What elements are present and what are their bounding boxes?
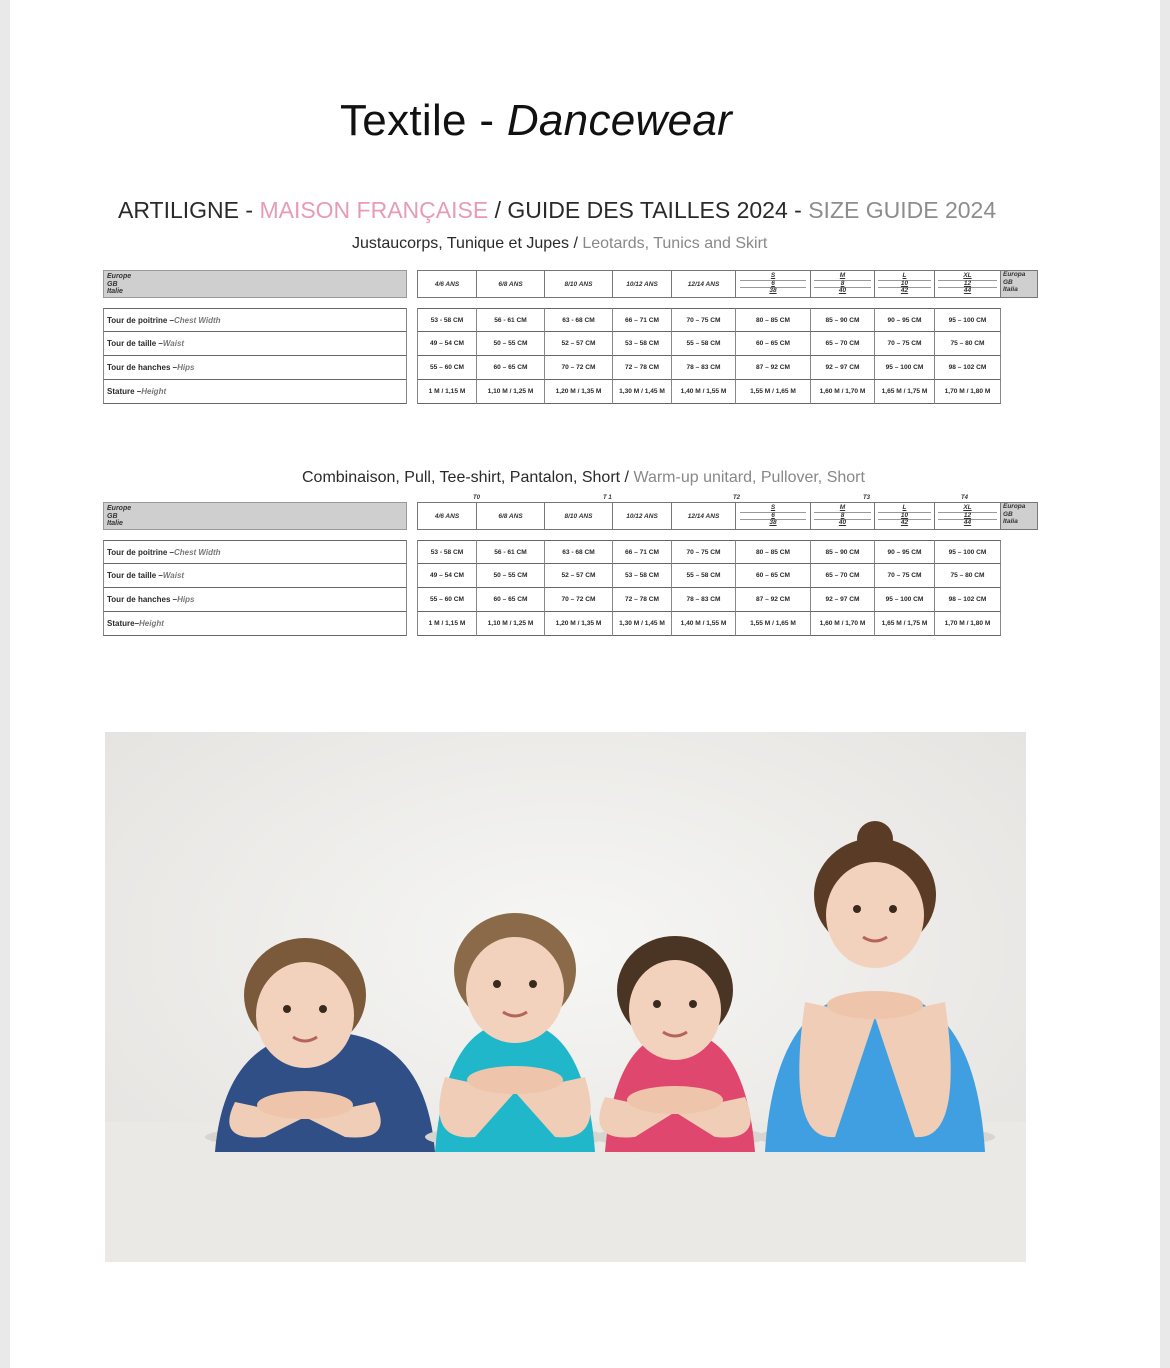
eye-left bbox=[283, 1005, 291, 1013]
measure-en: Hips bbox=[177, 595, 195, 604]
size-header-adult bbox=[935, 270, 1001, 298]
brand-name: ARTILIGNE - bbox=[118, 197, 260, 223]
eye-right bbox=[889, 905, 897, 913]
measure-value: 1,30 M / 1,45 M bbox=[613, 380, 672, 404]
measure-value: 60 – 65 CM bbox=[736, 332, 811, 356]
measure-value: 90 – 95 CM bbox=[875, 540, 935, 564]
size-header: 6/8 ANS bbox=[477, 502, 545, 530]
measure-value: 70 – 72 CM bbox=[545, 356, 613, 380]
size-group-label: T4 bbox=[961, 495, 969, 501]
size-header: 10/12 ANS bbox=[613, 270, 672, 298]
hands bbox=[257, 1091, 353, 1119]
size-header-adult bbox=[935, 502, 1001, 530]
measure-value: 75 – 80 CM bbox=[935, 564, 1001, 588]
size-code: 44 bbox=[938, 519, 997, 527]
guide-des-tailles: / GUIDE DES TAILLES 2024 - bbox=[488, 197, 809, 223]
measure-value: 49 – 54 CM bbox=[417, 564, 477, 588]
size-header: 6/8 ANS bbox=[477, 270, 545, 298]
face bbox=[629, 960, 721, 1060]
measure-value: 87 – 92 CM bbox=[736, 588, 811, 612]
measure-value: 98 – 102 CM bbox=[935, 588, 1001, 612]
measure-value: 52 – 57 CM bbox=[545, 332, 613, 356]
hands bbox=[467, 1066, 563, 1094]
measure-value: 1,65 M / 1,75 M bbox=[875, 612, 935, 636]
size-group-label: T2 bbox=[733, 495, 741, 501]
size-code: 8 bbox=[814, 280, 871, 288]
measure-value: 66 – 71 CM bbox=[613, 540, 672, 564]
size-header: 12/14 ANS bbox=[672, 270, 736, 298]
measure-value: 1,30 M / 1,45 M bbox=[613, 612, 672, 636]
eye-right bbox=[319, 1005, 327, 1013]
size-code: 10 bbox=[878, 280, 931, 288]
table-2-subtitle: Combinaison, Pull, Tee-shirt, Pantalon, Short / Warm-up unitard, Pullover, Short bbox=[302, 469, 865, 486]
measure-value: 50 – 55 CM bbox=[477, 332, 545, 356]
measure-label bbox=[103, 540, 407, 564]
size-table-leotards bbox=[103, 268, 1033, 396]
measure-value: 95 – 100 CM bbox=[875, 588, 935, 612]
size-header-adult bbox=[875, 502, 935, 530]
size-code: L bbox=[902, 271, 907, 279]
size-code: L bbox=[902, 503, 907, 511]
size-header-adult bbox=[875, 270, 935, 298]
measure-value: 1,55 M / 1,65 M bbox=[736, 380, 811, 404]
size-header-adult bbox=[736, 502, 811, 530]
measure-value: 98 – 102 CM bbox=[935, 356, 1001, 380]
measure-value: 56 - 61 CM bbox=[477, 540, 545, 564]
header-band bbox=[103, 270, 407, 298]
size-group-label: T0 bbox=[473, 495, 481, 501]
measure-fr: Tour de taille – bbox=[107, 571, 163, 580]
measure-value: 55 – 60 CM bbox=[417, 356, 477, 380]
size-code: 38 bbox=[740, 287, 807, 295]
eye-right bbox=[689, 1000, 697, 1008]
measure-label bbox=[103, 612, 407, 636]
measure-en: Height bbox=[139, 619, 164, 628]
header-band bbox=[103, 502, 407, 530]
size-code: 6 bbox=[740, 280, 807, 288]
measure-value: 56 - 61 CM bbox=[477, 308, 545, 332]
measure-value: 85 – 90 CM bbox=[811, 540, 875, 564]
country-labels-right bbox=[1001, 502, 1038, 530]
country-label: GB bbox=[1003, 278, 1013, 286]
measure-fr: Tour de poitrine – bbox=[107, 547, 174, 557]
size-code: M bbox=[839, 503, 846, 511]
measure-value: 1,70 M / 1,80 M bbox=[935, 380, 1001, 404]
country-label: Europa bbox=[1003, 271, 1026, 278]
size-code: 40 bbox=[814, 519, 871, 527]
document-page bbox=[10, 0, 1160, 1368]
measure-label bbox=[103, 356, 407, 380]
measure-value: 53 – 58 CM bbox=[613, 332, 672, 356]
measure-value: 1 M / 1,15 M bbox=[417, 612, 477, 636]
measure-fr: Tour de hanches – bbox=[107, 595, 178, 604]
measure-value: 1,20 M / 1,35 M bbox=[545, 612, 613, 636]
measure-value: 53 - 58 CM bbox=[417, 308, 477, 332]
size-group-line bbox=[417, 502, 1001, 503]
country-label: Europa bbox=[1003, 503, 1026, 510]
measure-value: 55 – 60 CM bbox=[417, 588, 477, 612]
country-labels-right bbox=[1001, 270, 1038, 298]
measure-value: 60 – 65 CM bbox=[736, 564, 811, 588]
measure-value: 75 – 80 CM bbox=[935, 332, 1001, 356]
size-code: S bbox=[770, 503, 776, 511]
size-code: 12 bbox=[938, 512, 997, 520]
measure-value: 63 - 68 CM bbox=[545, 540, 613, 564]
document-title: Textile - Dancewear bbox=[340, 96, 733, 145]
country-label: Europe bbox=[107, 273, 132, 280]
country-label: GB bbox=[107, 512, 118, 520]
measure-value: 1,55 M / 1,65 M bbox=[736, 612, 811, 636]
measure-value: 55 – 58 CM bbox=[672, 564, 736, 588]
size-code: S bbox=[770, 271, 776, 279]
measure-value: 50 – 55 CM bbox=[477, 564, 545, 588]
country-label: Italia bbox=[1003, 286, 1018, 293]
hands bbox=[827, 991, 923, 1019]
eye-left bbox=[853, 905, 861, 913]
table-header bbox=[103, 268, 1033, 299]
measure-value: 95 – 100 CM bbox=[935, 540, 1001, 564]
measure-en: Height bbox=[141, 387, 167, 396]
measure-value: 60 – 65 CM bbox=[477, 588, 545, 612]
measure-value: 1,10 M / 1,25 M bbox=[477, 612, 545, 636]
measure-fr: Tour de hanches – bbox=[107, 363, 178, 372]
measure-value: 63 - 68 CM bbox=[545, 308, 613, 332]
measure-value: 95 – 100 CM bbox=[935, 308, 1001, 332]
measure-en: Hips bbox=[177, 363, 195, 372]
country-label: Europe bbox=[107, 505, 132, 512]
maison-francaise: MAISON FRANÇAISE bbox=[259, 197, 489, 223]
size-code: XL bbox=[963, 271, 972, 279]
measure-value: 1,20 M / 1,35 M bbox=[545, 380, 613, 404]
country-labels bbox=[107, 505, 131, 528]
size-header: 4/6 ANS bbox=[417, 502, 477, 530]
hands bbox=[627, 1086, 723, 1114]
country-label: Italia bbox=[1003, 518, 1018, 525]
size-code: 6 bbox=[740, 512, 807, 520]
measure-label bbox=[103, 588, 407, 612]
measure-value: 70 – 75 CM bbox=[875, 332, 935, 356]
measure-value: 70 – 75 CM bbox=[875, 564, 935, 588]
size-table-warmup bbox=[103, 495, 1033, 628]
size-code: 42 bbox=[878, 519, 931, 527]
measure-value: 1,65 M / 1,75 M bbox=[875, 380, 935, 404]
measure-value: 1,40 M / 1,55 M bbox=[672, 380, 736, 404]
size-header: 8/10 ANS bbox=[545, 270, 613, 298]
dancers-illustration bbox=[105, 732, 1026, 1262]
measure-label bbox=[103, 380, 407, 404]
face bbox=[256, 962, 354, 1068]
measure-value: 78 – 83 CM bbox=[672, 356, 736, 380]
measure-value: 1,10 M / 1,25 M bbox=[477, 380, 545, 404]
measure-value: 1,60 M / 1,70 M bbox=[811, 612, 875, 636]
table-header bbox=[103, 495, 1033, 531]
size-code: M bbox=[839, 271, 846, 279]
measure-en: Waist bbox=[162, 571, 185, 580]
measure-value: 92 – 97 CM bbox=[811, 588, 875, 612]
measure-value: 1,70 M / 1,80 M bbox=[935, 612, 1001, 636]
measure-value: 60 – 65 CM bbox=[477, 356, 545, 380]
size-group-label: T3 bbox=[863, 495, 871, 501]
country-labels bbox=[107, 273, 131, 296]
size-guide-headline bbox=[118, 197, 996, 224]
size-code: 38 bbox=[740, 519, 807, 527]
size-code: 40 bbox=[814, 287, 871, 295]
measure-value: 72 – 78 CM bbox=[613, 588, 672, 612]
measure-value: 87 – 92 CM bbox=[736, 356, 811, 380]
face bbox=[826, 862, 924, 968]
measure-en: Waist bbox=[162, 339, 185, 348]
measure-value: 90 – 95 CM bbox=[875, 308, 935, 332]
size-header: 4/6 ANS bbox=[417, 270, 477, 298]
measure-value: 55 – 58 CM bbox=[672, 332, 736, 356]
measure-value: 65 – 70 CM bbox=[811, 564, 875, 588]
measure-value: 1,40 M / 1,55 M bbox=[672, 612, 736, 636]
measure-value: 72 – 78 CM bbox=[613, 356, 672, 380]
measure-en: Chest Width bbox=[173, 315, 221, 325]
measure-value: 80 – 85 CM bbox=[736, 540, 811, 564]
table-1-subtitle: Justaucorps, Tunique et Jupes / Leotards, Tunics and Skirt bbox=[352, 235, 768, 252]
face bbox=[466, 937, 564, 1043]
size-header-adult bbox=[811, 502, 875, 530]
size-guide-en: SIZE GUIDE 2024 bbox=[808, 197, 997, 223]
measure-label bbox=[103, 308, 407, 332]
measure-fr: Tour de taille – bbox=[107, 339, 163, 348]
size-header: 8/10 ANS bbox=[545, 502, 613, 530]
measure-value: 85 – 90 CM bbox=[811, 308, 875, 332]
measure-value: 78 – 83 CM bbox=[672, 588, 736, 612]
dancers-photo bbox=[105, 732, 1026, 1262]
measure-value: 1,60 M / 1,70 M bbox=[811, 380, 875, 404]
size-header-adult bbox=[811, 270, 875, 298]
measure-value: 70 – 72 CM bbox=[545, 588, 613, 612]
size-code: 44 bbox=[938, 287, 997, 295]
hair-bun bbox=[857, 821, 893, 857]
measure-value: 65 – 70 CM bbox=[811, 332, 875, 356]
measure-value: 95 – 100 CM bbox=[875, 356, 935, 380]
size-code: 10 bbox=[878, 512, 931, 520]
measure-fr: Tour de poitrine – bbox=[107, 315, 174, 325]
size-header: 12/14 ANS bbox=[672, 502, 736, 530]
measure-value: 49 – 54 CM bbox=[417, 332, 477, 356]
size-code: XL bbox=[963, 503, 972, 511]
country-label: GB bbox=[1003, 510, 1013, 518]
measure-label bbox=[103, 564, 407, 588]
eye-left bbox=[493, 980, 501, 988]
measure-value: 70 – 75 CM bbox=[672, 308, 736, 332]
measure-value: 52 – 57 CM bbox=[545, 564, 613, 588]
measure-fr: Stature – bbox=[107, 387, 142, 396]
size-code: 8 bbox=[814, 512, 871, 520]
country-label: Italie bbox=[107, 520, 123, 527]
country-label: Italie bbox=[107, 288, 123, 295]
size-header: 10/12 ANS bbox=[613, 502, 672, 530]
measure-value: 92 – 97 CM bbox=[811, 356, 875, 380]
eye-right bbox=[529, 980, 537, 988]
measure-value: 80 – 85 CM bbox=[736, 308, 811, 332]
measure-en: Chest Width bbox=[173, 547, 221, 557]
measure-value: 66 – 71 CM bbox=[613, 308, 672, 332]
measure-value: 1 M / 1,15 M bbox=[417, 380, 477, 404]
measure-value: 53 - 58 CM bbox=[417, 540, 477, 564]
country-label: GB bbox=[107, 280, 118, 288]
measure-label bbox=[103, 332, 407, 356]
size-code: 42 bbox=[878, 287, 931, 295]
measure-fr: Stature– bbox=[107, 619, 140, 628]
eye-left bbox=[653, 1000, 661, 1008]
size-code: 12 bbox=[938, 280, 997, 288]
measure-value: 53 – 58 CM bbox=[613, 564, 672, 588]
measure-value: 70 – 75 CM bbox=[672, 540, 736, 564]
size-header-adult bbox=[736, 270, 811, 298]
size-group-label: T 1 bbox=[603, 495, 612, 501]
